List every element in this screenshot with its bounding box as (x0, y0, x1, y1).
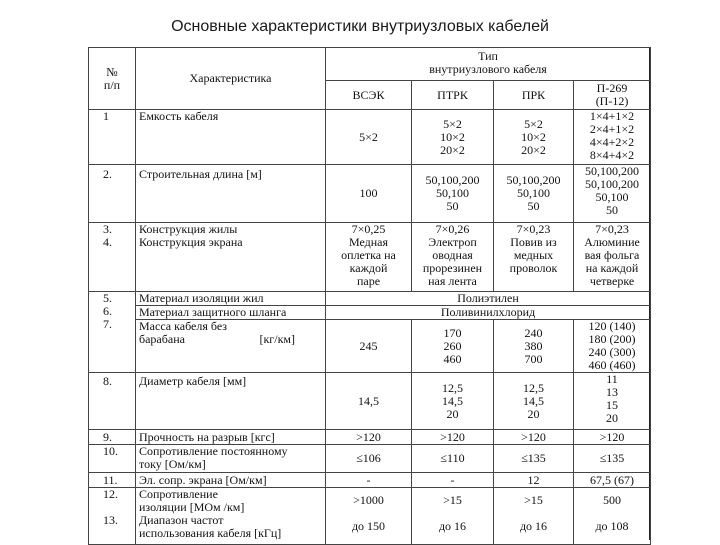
col-vsek: ВСЭК (326, 81, 412, 110)
table-row (89, 473, 651, 488)
value-prk: 7×0,23 Повив из медных проволок (494, 223, 574, 292)
value-p269: >120 (574, 430, 651, 445)
row-num: 10. (89, 445, 136, 473)
col-prk: ПРК (494, 81, 574, 110)
value-ptrk: 170 260 460 (412, 320, 494, 373)
row-label: Конструкция жилы Конструкция экрана (136, 223, 326, 292)
value-ptrk: 12,5 14,5 20 (412, 373, 494, 430)
row-label (136, 320, 326, 373)
cable-spec-table (88, 47, 651, 545)
value-vsek: ≤106 (326, 445, 412, 473)
value-p269: 67,5 (67) (574, 473, 651, 488)
row-num: 12. 13. (89, 488, 136, 545)
value-insulation: Полиэтилен (326, 292, 651, 306)
table-row (89, 292, 651, 306)
value-prk: ≤135 (494, 445, 574, 473)
value-vsek: 5×2 (326, 110, 412, 165)
value-p269: 120 (140) 180 (200) 240 (300) 460 (460) (574, 320, 651, 373)
value-ptrk: >15 до 16 (412, 488, 494, 545)
table-row (89, 430, 651, 445)
value-prk: >15 до 16 (494, 488, 574, 545)
value-p269: 1×4+1×2 2×4+1×2 4×4+2×2 8×4+4×2 (574, 110, 651, 165)
header-num: № п/п (89, 48, 136, 110)
value-prk: >120 (494, 430, 574, 445)
value-vsek: >1000 до 150 (326, 488, 412, 545)
row-label: Материал изоляции жил (136, 292, 326, 306)
table-row (89, 488, 651, 545)
value-p269: 11 13 15 20 (574, 373, 651, 430)
table-row (89, 165, 651, 223)
header-characteristic: Характеристика (136, 48, 326, 110)
value-p269: 50,100,200 50,100,200 50,100 50 (574, 165, 651, 223)
value-vsek: 100 (326, 165, 412, 223)
value-vsek: - (326, 473, 412, 488)
col-ptrk: ПТРК (412, 81, 494, 110)
table-row (89, 110, 651, 165)
page-title: Основные характеристики внутриузловых кабелей (171, 18, 549, 35)
value-prk: 12,5 14,5 20 (494, 373, 574, 430)
value-p269: 500 до 108 (574, 488, 651, 545)
header-cable-type: Тип внутриузлового кабеля (326, 48, 651, 81)
value-ptrk: - (412, 473, 494, 488)
row-num: 11. (89, 473, 136, 488)
mass-label-row (139, 333, 323, 346)
value-vsek: 245 (326, 320, 412, 373)
row-num: 3. 4. (89, 223, 136, 292)
row-num: 8. (89, 373, 136, 430)
value-ptrk: 50,100,200 50,100 50 (412, 165, 494, 223)
table-row (89, 445, 651, 473)
table-row (89, 306, 651, 320)
table-row (89, 223, 651, 292)
value-prk: 5×2 10×2 20×2 (494, 110, 574, 165)
col-p269: П-269 (П-12) (574, 81, 651, 110)
value-prk: 12 (494, 473, 574, 488)
table-row (89, 320, 651, 373)
value-p269: 7×0,23 Алюминие вая фольга на каждой четверке (574, 223, 651, 292)
row-label: Емкость кабеля (136, 110, 326, 165)
row-num: 1 (89, 110, 136, 165)
value-sheath: Поливинилхлорид (326, 306, 651, 320)
row-num: 2. (89, 165, 136, 223)
value-vsek: 14,5 (326, 373, 412, 430)
value-ptrk: 7×0,26 Электроп оводная прорезинен ная лента (412, 223, 494, 292)
row-label: Материал защитного шланга (136, 306, 326, 320)
value-vsek: 7×0,25 Медная оплетка на каждой паре (326, 223, 412, 292)
row-num: 5. 6. 7. (89, 292, 136, 373)
mass-unit: [кг/км] (259, 332, 295, 346)
row-num: 9. (89, 430, 136, 445)
header-row (89, 48, 651, 81)
mass-label-cont: барабана (139, 332, 185, 346)
value-prk: 240 380 700 (494, 320, 574, 373)
mass-label: Масса кабеля без (139, 319, 228, 333)
row-label: Строительная длина [м] (136, 165, 326, 223)
value-ptrk: ≤110 (412, 445, 494, 473)
row-label: Прочность на разрыв [кгс] (136, 430, 326, 445)
row-label: Сопротивление изоляции [МОм /км] Диапазон частот использования кабеля [кГц] (136, 488, 326, 545)
value-ptrk: 5×2 10×2 20×2 (412, 110, 494, 165)
value-ptrk: >120 (412, 430, 494, 445)
row-label: Сопротивление постоянному току [Ом/км] (136, 445, 326, 473)
row-label: Диаметр кабеля [мм] (136, 373, 326, 430)
value-prk: 50,100,200 50,100 50 (494, 165, 574, 223)
row-label: Эл. сопр. экрана [Ом/км] (136, 473, 326, 488)
value-vsek: >120 (326, 430, 412, 445)
value-p269: ≤135 (574, 445, 651, 473)
table-row (89, 373, 651, 430)
